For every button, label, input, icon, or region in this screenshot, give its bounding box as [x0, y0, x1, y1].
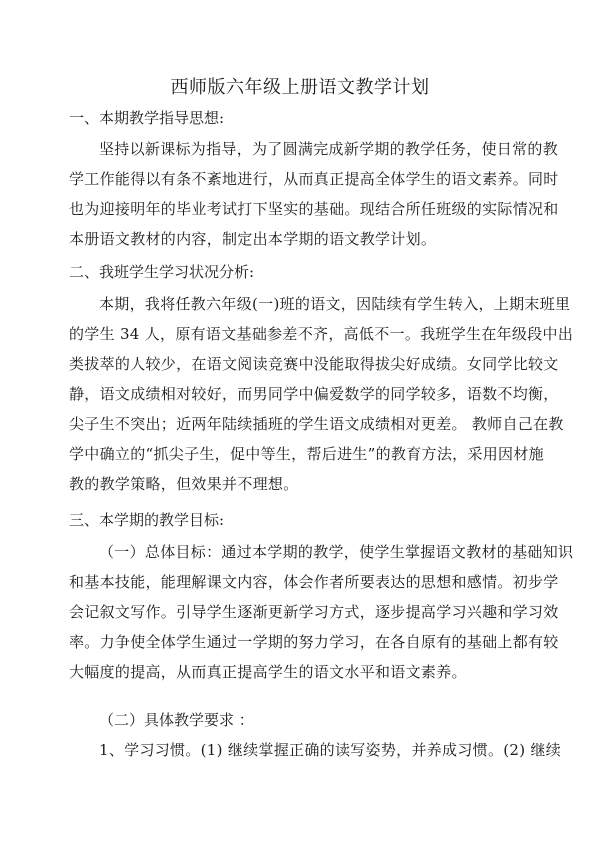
paragraph-overall-goals	[69, 537, 574, 687]
paragraph-specific-requirements	[69, 735, 562, 765]
paragraph-line: 教的教学策略，但效果并不理想。	[69, 475, 299, 493]
paragraph-student-analysis	[69, 289, 574, 499]
subheading-specific-requirements: （二）具体教学要求 ：	[99, 711, 254, 729]
paragraph-line: 学中确立的“抓尖子生，促中等生，帮后进生”的教育方法，采用因材施	[69, 445, 544, 463]
paragraph-line: 坚持以新课标为指导，为了圆满完成新学期的教学任务，使日常的教	[99, 140, 559, 158]
paragraph-line: 尖子生不突出；近两年陆续插班的学生语文成绩相对更差。 教师自己在教	[69, 415, 564, 433]
paragraph-line: 本册语文教材的内容，制定出本学期的语文教学计划。	[69, 230, 437, 248]
section-heading-guiding-thought: 一、本期教学指导思想:	[69, 109, 225, 127]
paragraph-line: 率。力争使全体学生通过一学期的努力学习，在各自原有的基础上都有较	[69, 633, 559, 651]
section-heading-student-analysis: 二、我班学生学习状况分析:	[69, 263, 255, 281]
paragraph-line: （一）总体目标：通过本学期的教学，使学生掌握语文教材的基础知识	[99, 543, 574, 561]
paragraph-line: 和基本技能，能理解课文内容，体会作者所要表达的思想和感情。初步学	[69, 573, 559, 591]
paragraph-line: 类拔萃的人较少，在语文阅读竞赛中没能取得拔尖好成绩。女同学比较文	[69, 355, 559, 373]
paragraph-line: 学工作能得以有条不紊地进行，从而真正提高全体学生的语文素养。同时	[69, 170, 559, 188]
paragraph-line: 1、学习习惯。(1) 继续掌握正确的读写姿势，并养成习惯。(2) 继续	[99, 741, 562, 759]
paragraph-guiding-thought	[69, 134, 559, 254]
paragraph-line: 也为迎接明年的毕业考试打下坚实的基础。现结合所任班级的实际情况和	[69, 200, 559, 218]
paragraph-line: 静，语文成绩相对较好，而男同学中偏爱数学的同学较多，语数不均衡，	[69, 385, 559, 403]
paragraph-line: 本期，我将任教六年级(一)班的语文，因陆续有学生转入，上期末班里	[99, 295, 571, 313]
document-title: 西师版六年级上册语文教学计划	[170, 77, 430, 98]
section-heading-teaching-goals: 三、本学期的教学目标:	[69, 511, 225, 529]
paragraph-line: 的学生 34 人，原有语文基础参差不齐，高低不一。我班学生在年级段中出	[69, 325, 574, 343]
paragraph-line: 会记叙文写作。引导学生逐渐更新学习方式，逐步提高学习兴趣和学习效	[69, 603, 559, 621]
paragraph-line: 大幅度的提高，从而真正提高学生的语文水平和语文素养。	[69, 663, 467, 681]
